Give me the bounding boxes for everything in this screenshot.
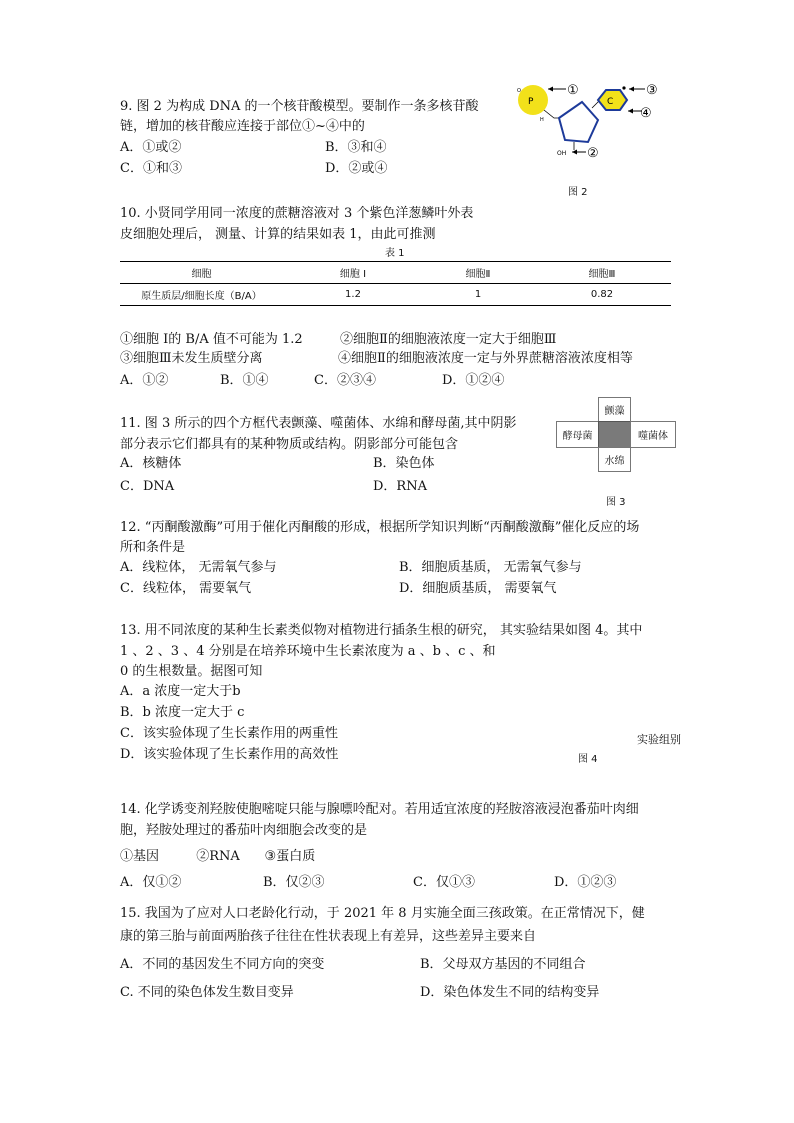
q14-option-d: D．①②③ [554, 875, 617, 890]
q14-option-b: B．仅②③ [263, 875, 325, 890]
q13-stem-line1: 13. 用不同浓度的某种生长素类似物对植物进行插条生根的研究， 其实验结果如图 4。其中 [120, 623, 643, 638]
q14-stem-line1: 14. 化学诱变剂羟胺使胞嘧啶只能与腺嘌呤配对。若用适宜浓度的羟胺溶液浸泡番茄叶肉细 [120, 802, 639, 817]
table-1 [120, 261, 671, 306]
base-c-label: C [607, 97, 614, 107]
q10-statement-4: ④细胞Ⅱ的细胞液浓度一定与外界蔗糖溶液浓度相等 [338, 351, 633, 366]
table-1-caption: 表 1 [385, 248, 405, 259]
q10-statement-2: ②细胞Ⅱ的细胞液浓度一定大于细胞Ⅲ [340, 332, 557, 347]
q10-stem-line1: 10. 小贤同学用同一浓度的蔗糖溶液对 3 个紫色洋葱鳞叶外表 [120, 206, 474, 221]
figure-3-caption: 图 3 [606, 497, 626, 508]
q13-option-a: A．a 浓度一定大于b [120, 684, 241, 699]
box-bottom: 水绵 [598, 447, 631, 472]
table-header-row [120, 262, 671, 284]
q15-option-a: A．不同的基因发生不同方向的突变 [120, 957, 325, 972]
q9-option-b: B．③和④ [325, 140, 387, 155]
table-header-cell: 细胞 [120, 262, 283, 284]
q15-option-d: D．染色体发生不同的结构变异 [420, 985, 600, 1000]
q12-option-c: C．线粒体， 需要氧气 [120, 581, 252, 596]
table-cell: 1 [423, 284, 533, 306]
svg-text:H: H [540, 117, 544, 123]
table-cell: 1.2 [283, 284, 423, 306]
phosphate-p-label: P [528, 97, 534, 107]
q11-option-d: D．RNA [373, 479, 427, 494]
q15-stem-line1: 15. 我国为了应对人口老龄化行动，于 2021 年 8 月实施全面三孩政策。在正常情况下，健 [120, 906, 645, 921]
box-right: 噬菌体 [630, 421, 676, 448]
q11-option-b: B．染色体 [373, 456, 435, 471]
figure-4-axis-label: 实验组别 [637, 733, 681, 746]
q14-items: ①基因 ②RNA ③蛋白质 [120, 849, 316, 864]
site-label-4: ④ [640, 106, 652, 121]
q11-option-c: C．DNA [120, 479, 175, 494]
q13-stem-line2: 1 、2 、3 、4 分别是在培养环境中生长素浓度为 a 、b 、c 、和 [120, 644, 496, 659]
q11-option-a: A．核糖体 [120, 456, 182, 471]
q10-stem-line2: 皮细胞处理后， 测量、计算的结果如表 1，由此可推测 [120, 227, 436, 242]
q9-stem-line1: 9. 图 2 为构成 DNA 的一个核苷酸模型。要制作一条多核苷酸 [120, 99, 479, 114]
nucleotide-model-figure [512, 78, 692, 168]
q10-option-d: D．①②④ [442, 373, 505, 388]
box-left: 酵母菌 [556, 421, 599, 448]
q10-option-c: C．②③④ [314, 373, 376, 388]
q9-option-d: D．②或④ [325, 161, 388, 176]
shaded-overlap [598, 421, 631, 448]
q9-option-a: A．①或② [120, 140, 182, 155]
figure-4-caption: 图 4 [578, 754, 598, 765]
table-header-cell: 细胞 Ⅰ [283, 262, 423, 284]
q13-option-d: D．该实验体现了生长素作用的高效性 [120, 747, 339, 762]
q14-option-c: C．仅①③ [413, 875, 475, 890]
q9-stem-line2: 链，增加的核苷酸应连接于部位①~④中的 [120, 119, 365, 134]
q15-stem-line2: 康的第三胎与前面两胎孩子往往在性状表现上有差异，这些差异主要来自 [120, 929, 537, 944]
q9-option-c: C．①和③ [120, 161, 182, 176]
q10-option-b: B．①④ [220, 373, 269, 388]
q12-stem-line2: 所和条件是 [120, 540, 186, 555]
q10-statement-3: ③细胞Ⅲ未发生质壁分离 [120, 351, 263, 366]
q10-statement-1: ①细胞 Ⅰ的 B/A 值不可能为 1.2 [120, 332, 303, 347]
table-cell: 原生质层/细胞长度（B/A） [120, 284, 283, 306]
site-label-2: ② [587, 146, 599, 161]
q13-option-c: C．该实验体现了生长素作用的两重性 [120, 726, 338, 741]
q13-stem-line3: 0 的生根数量。据图可知 [120, 664, 263, 679]
table-row [120, 284, 671, 306]
q15-option-c: C. 不同的染色体发生数目变异 [120, 985, 294, 1000]
table-cell: 0.82 [533, 284, 671, 306]
q11-stem-line2: 部分表示它们都具有的某种物质或结构。阴影部分可能包含 [120, 437, 459, 452]
q13-option-b: B．b 浓度一定大于 c [120, 705, 245, 720]
site-label-3: ③ [646, 83, 658, 98]
q11-stem-line1: 11. 图 3 所示的四个方框代表颤藻、噬菌体、水绵和酵母菌,其中阴影 [120, 416, 517, 431]
q10-option-a: A．①② [120, 373, 169, 388]
table-header-cell: 细胞Ⅱ [423, 262, 533, 284]
organism-overlap-figure [556, 397, 676, 472]
q15-option-b: B．父母双方基因的不同组合 [420, 957, 586, 972]
q14-option-a: A．仅①② [120, 875, 182, 890]
site-label-1: ① [567, 83, 579, 98]
phosphate-o-label: O [517, 88, 521, 94]
figure-2-caption: 图 2 [568, 187, 588, 198]
q12-option-d: D．细胞质基质， 需要氧气 [399, 581, 557, 596]
box-top: 颤藻 [598, 397, 631, 422]
table-header-cell: 细胞Ⅲ [533, 262, 671, 284]
oh-label: OH [557, 150, 567, 157]
q14-stem-line2: 胞，羟胺处理过的番茄叶肉细胞会改变的是 [120, 823, 368, 838]
q12-option-a: A．线粒体， 无需氧气参与 [120, 560, 277, 575]
q12-option-b: B．细胞质基质， 无需氧气参与 [399, 560, 582, 575]
q12-stem-line1: 12. “丙酮酸激酶”可用于催化丙酮酸的形成，根据所学知识判断“丙酮酸激酶”催化反应的场 [120, 520, 640, 535]
